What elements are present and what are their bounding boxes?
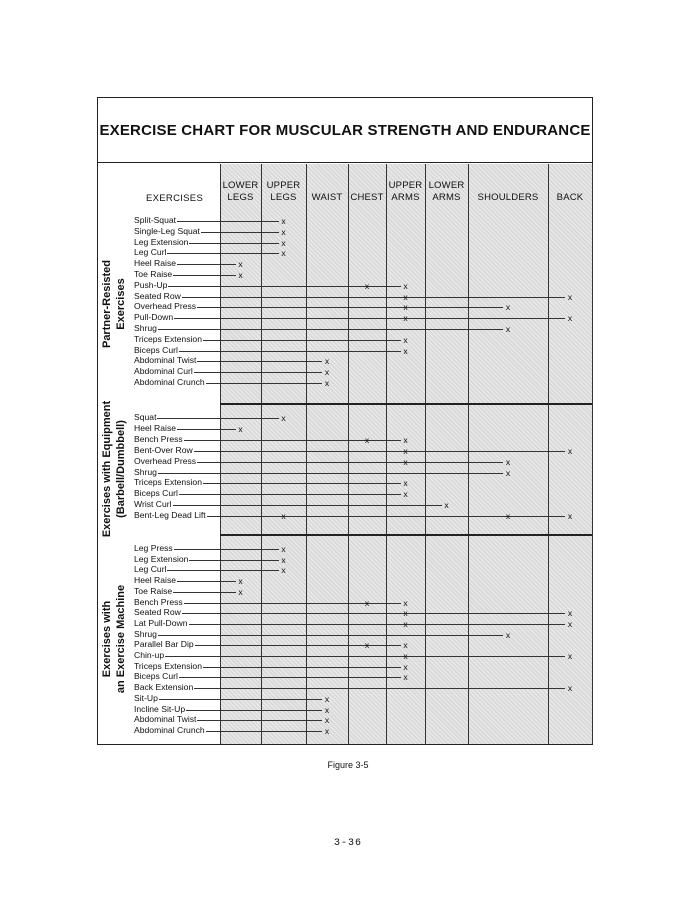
- row-leader-line: [134, 451, 565, 452]
- muscle-group-mark: x: [281, 544, 286, 554]
- row-leader-line: [134, 505, 442, 506]
- muscle-group-mark: x: [364, 280, 370, 291]
- chart-title: EXERCISE CHART FOR MUSCULAR STRENGTH AND ENDURANCE: [99, 121, 591, 139]
- row-leader-line: [134, 656, 565, 657]
- muscle-group-mark: x: [444, 500, 449, 511]
- page-number: 3-36: [333, 838, 362, 849]
- exercise-name: Abdominal Twist: [134, 714, 197, 725]
- muscle-group-mark: x: [403, 456, 408, 467]
- exercise-name: Leg Extension: [134, 553, 189, 564]
- grid-column-line: [548, 164, 549, 744]
- exercise-name: Wrist Curl: [134, 499, 172, 510]
- muscle-group-mark: x: [403, 618, 408, 629]
- muscle-group-mark: x: [403, 597, 408, 608]
- muscle-group-mark: x: [281, 511, 286, 522]
- row-leader-line: [134, 286, 401, 287]
- muscle-group-mark: x: [403, 434, 408, 445]
- muscle-group-mark: x: [403, 445, 408, 456]
- exercise-name: Shrug: [134, 466, 157, 477]
- muscle-group-mark: x: [403, 345, 408, 356]
- column-header: WAIST: [311, 192, 343, 203]
- grid-column-line: [261, 164, 262, 744]
- muscle-group-mark: x: [505, 467, 511, 478]
- exercise-name: Overhead Press: [134, 455, 197, 466]
- column-header: LOWER LEGS: [222, 180, 259, 203]
- exercise-name: Abdominal Crunch: [134, 377, 205, 387]
- title-box: [98, 98, 592, 163]
- row-leader-line: [134, 473, 503, 474]
- exercise-name: Abdominal Curl: [134, 366, 193, 377]
- exercise-name: Abdominal Crunch: [134, 724, 205, 735]
- muscle-group-mark: x: [567, 608, 573, 619]
- muscle-group-mark: x: [403, 489, 408, 500]
- muscle-group-mark: x: [238, 259, 243, 270]
- column-header: SHOULDERS: [477, 192, 539, 203]
- exercise-name: Biceps Curl: [134, 488, 178, 499]
- exercise-name: Lat Pull-Down: [134, 617, 188, 628]
- exercise-name: Single-Leg Squat: [134, 225, 200, 236]
- muscle-group-mark: x: [567, 313, 573, 324]
- muscle-group-mark: x: [281, 216, 286, 226]
- exercise-name: Triceps Extension: [134, 660, 202, 671]
- muscle-group-mark: x: [567, 511, 573, 522]
- exercise-name: Leg Extension: [134, 236, 189, 247]
- muscle-group-mark: x: [403, 291, 408, 302]
- exercise-name: Seated Row: [134, 607, 181, 618]
- exercise-name: Seated Row: [134, 290, 181, 301]
- exercise-name: Sit-Up: [134, 692, 158, 703]
- muscle-group-mark: x: [324, 378, 330, 388]
- grid-column-line: [306, 164, 307, 744]
- muscle-group-mark: x: [324, 693, 330, 704]
- exercise-name: Biceps Curl: [134, 671, 178, 682]
- exercise-name: Push-Up: [134, 279, 168, 290]
- muscle-group-mark: x: [281, 226, 286, 237]
- muscle-group-mark: x: [281, 237, 286, 248]
- exercise-name: Heel Raise: [134, 422, 177, 433]
- row-leader-line: [134, 318, 565, 319]
- muscle-group-mark: x: [364, 434, 370, 445]
- grid-column-line: [425, 164, 426, 744]
- exercise-name: Triceps Extension: [134, 333, 202, 344]
- grid-column-line: [386, 164, 387, 744]
- muscle-group-mark: x: [505, 302, 511, 313]
- column-header: BACK: [556, 192, 584, 203]
- section-divider: [220, 534, 592, 536]
- muscle-group-mark: x: [281, 413, 286, 423]
- muscle-group-mark: x: [403, 651, 408, 661]
- muscle-group-mark: x: [567, 618, 573, 629]
- muscle-group-mark: x: [238, 586, 243, 597]
- muscle-group-mark: x: [403, 661, 408, 672]
- muscle-group-mark: x: [324, 367, 330, 378]
- muscle-group-mark: x: [281, 248, 286, 259]
- exercise-name: Abdominal Twist: [134, 355, 197, 366]
- exercise-name: Incline Sit-Up: [134, 703, 186, 714]
- muscle-group-mark: x: [505, 629, 511, 640]
- row-leader-line: [134, 635, 503, 636]
- muscle-group-mark: x: [324, 715, 330, 726]
- column-header: LOWER ARMS: [428, 180, 465, 203]
- muscle-group-mark: x: [505, 324, 511, 334]
- muscle-group-mark: x: [324, 704, 330, 715]
- row-leader-line: [134, 329, 503, 330]
- exercise-name: Pull-Down: [134, 312, 174, 323]
- muscle-group-mark: x: [364, 640, 370, 651]
- exercise-name: Split-Squat: [134, 215, 177, 225]
- muscle-group-mark: x: [567, 651, 573, 661]
- row-leader-line: [134, 613, 565, 614]
- section-label: Exercises with an Exercise Machine: [101, 584, 127, 694]
- muscle-group-mark: x: [364, 597, 370, 608]
- exercise-name: Biceps Curl: [134, 344, 178, 355]
- row-leader-line: [134, 624, 565, 625]
- figure-caption: Figure 3-5: [327, 760, 369, 770]
- grid-column-line: [220, 164, 221, 744]
- column-header: CHEST: [350, 192, 384, 203]
- exercise-name: Bench Press: [134, 433, 183, 444]
- muscle-group-mark: x: [238, 576, 243, 587]
- grid-column-line: [348, 164, 349, 744]
- muscle-group-mark: x: [505, 511, 511, 522]
- exercise-name: Leg Curl: [134, 564, 167, 575]
- exercise-name: Back Extension: [134, 682, 194, 693]
- muscle-group-mark: x: [403, 280, 408, 291]
- muscle-group-mark: x: [403, 608, 408, 619]
- exercise-name: Toe Raise: [134, 269, 173, 279]
- exercise-name: Parallel Bar Dip: [134, 639, 194, 650]
- grid-column-line: [468, 164, 469, 744]
- row-leader-line: [134, 699, 322, 700]
- muscle-group-mark: x: [403, 302, 408, 313]
- exercise-name: Shrug: [134, 628, 157, 639]
- exercise-name: Bent-Over Row: [134, 444, 193, 455]
- muscle-group-mark: x: [238, 270, 243, 280]
- muscle-group-mark: x: [403, 313, 408, 324]
- muscle-group-mark: x: [403, 478, 408, 489]
- muscle-group-mark: x: [567, 683, 573, 694]
- exercise-name: Overhead Press: [134, 301, 197, 312]
- row-leader-line: [134, 688, 565, 689]
- exercise-name: Heel Raise: [134, 258, 177, 269]
- exercise-name: Heel Raise: [134, 575, 177, 586]
- muscle-group-mark: x: [403, 640, 408, 651]
- exercises-header: EXERCISES: [146, 193, 204, 204]
- section-label: Partner-Resisted Exercises: [101, 259, 127, 348]
- exercise-name: Shrug: [134, 323, 157, 333]
- muscle-group-mark: x: [281, 565, 286, 576]
- section-divider: [220, 403, 592, 405]
- section-label: Exercises with Equipment (Barbell/Dumbbell): [101, 400, 127, 537]
- muscle-group-mark: x: [281, 554, 286, 565]
- exercise-name: Chin-up: [134, 650, 165, 660]
- muscle-group-mark: x: [324, 356, 330, 367]
- muscle-group-mark: x: [403, 672, 408, 683]
- column-header: UPPER ARMS: [388, 180, 423, 203]
- exercise-name: Leg Curl: [134, 247, 167, 258]
- column-header: UPPER LEGS: [266, 180, 301, 203]
- muscle-group-mark: x: [567, 291, 573, 302]
- exercise-chart: [97, 97, 593, 745]
- exercise-name: Toe Raise: [134, 585, 173, 596]
- muscle-group-mark: x: [238, 423, 243, 434]
- exercise-name: Bent-Leg Dead Lift: [134, 510, 206, 521]
- exercise-name: Squat: [134, 412, 157, 422]
- muscle-group-mark: x: [505, 456, 511, 467]
- row-leader-line: [134, 297, 565, 298]
- exercise-name: Leg Press: [134, 543, 173, 553]
- muscle-group-mark: x: [324, 725, 330, 736]
- exercise-name: Bench Press: [134, 596, 183, 607]
- muscle-group-mark: x: [403, 334, 408, 345]
- grid-column-line: [592, 164, 593, 744]
- exercise-name: Triceps Extension: [134, 477, 202, 488]
- muscle-group-mark: x: [567, 445, 573, 456]
